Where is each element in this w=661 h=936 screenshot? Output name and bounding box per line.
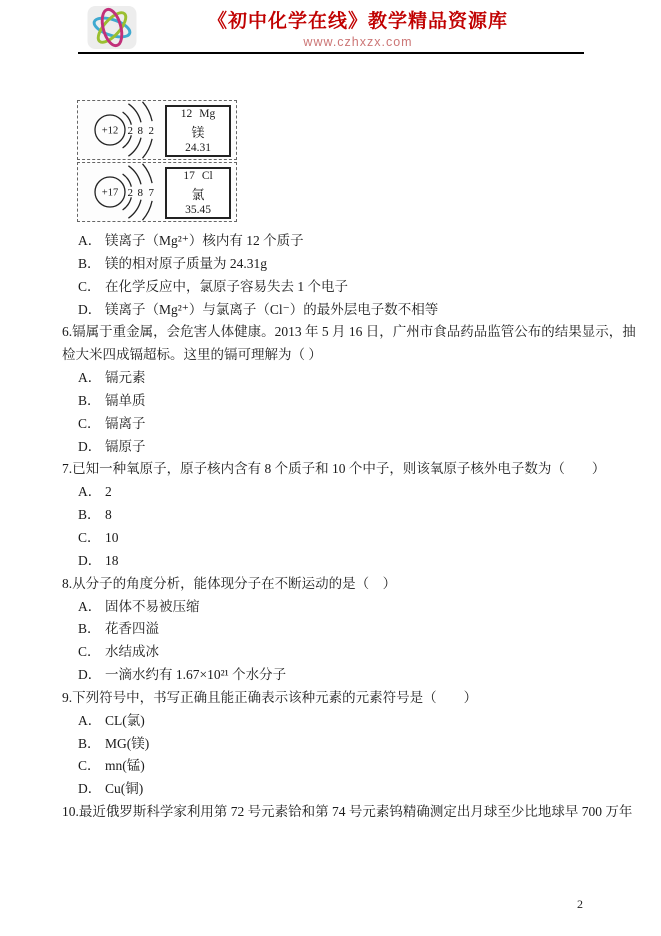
question-text-line: 检大米四成镉超标。这里的镉可理解为（ ） (62, 347, 322, 363)
option-line (0, 481, 661, 504)
question-text-line: 9.下列符号中，书写正确且能正确表示该种元素的元素符号是（ ） (62, 689, 478, 705)
option-label: C． (78, 415, 101, 431)
shell-electron-count: 2 (127, 187, 133, 199)
option-text: CL(氯) (105, 712, 145, 728)
option-text: 镉离子 (105, 415, 146, 431)
option-line (0, 641, 661, 664)
shell-arc (143, 201, 153, 220)
option-label: B． (78, 621, 101, 637)
option-line (0, 299, 661, 322)
site-url: www.czhxzx.com (303, 35, 413, 49)
option-line (0, 367, 661, 390)
option-text: 在化学反应中，氯原子容易失去 1 个电子 (105, 278, 348, 294)
header-divider (78, 52, 584, 54)
shell-electron-count: 2 (148, 125, 154, 137)
option-text: 镉元素 (105, 370, 146, 386)
option-text: 镉原子 (105, 438, 146, 454)
option-label: C． (78, 644, 101, 660)
site-header (78, 0, 584, 52)
question-text-line: 7.已知一种氧原子，原子核内含有 8 个质子和 10 个中子，则该氧原子核外电子数为（ ） (62, 461, 606, 477)
option-text: mn(锰) (105, 758, 145, 774)
shell-arc (123, 112, 132, 125)
shell-electron-count: 7 (148, 187, 154, 199)
element-symbol: Mg (199, 108, 216, 120)
option-line (0, 527, 661, 550)
atom-logo-icon (86, 5, 138, 50)
page-number: 2 (577, 897, 583, 911)
atomic-number: 12 (180, 108, 193, 120)
option-line (0, 733, 661, 756)
option-line (0, 436, 661, 459)
option-line (0, 390, 661, 413)
question-text-line: 8.从分子的角度分析，能体现分子在不断运动的是（ ） (62, 575, 397, 591)
option-label: B． (78, 392, 101, 408)
atomic-mass: 35.45 (185, 204, 211, 216)
option-label: C． (78, 278, 101, 294)
option-label: A． (78, 598, 102, 614)
question-text-line: 10.最近俄罗斯科学家利用第 72 号元素铪和第 74 号元素钨精确测定出月球至少比地球早 700 万年 (62, 804, 633, 820)
option-line (0, 504, 661, 527)
option-line (0, 550, 661, 573)
option-text: 8 (105, 507, 112, 523)
atom-shell-diagram-cl (80, 163, 172, 221)
shell-arc (143, 139, 153, 158)
option-label: B． (78, 255, 101, 271)
atomic-mass: 24.31 (185, 142, 211, 154)
atom-diagram-chlorine (77, 162, 237, 222)
element-symbol: Cl (201, 170, 213, 182)
option-text: Cu(铜) (105, 781, 144, 797)
option-line (0, 664, 661, 687)
option-text: 镁离子（Mg²⁺）与氯离子（Cl⁻）的最外层电子数不相等 (105, 301, 439, 317)
header-text-block (138, 6, 578, 49)
option-text: 固体不易被压缩 (105, 598, 200, 614)
atomic-number: 17 (183, 170, 195, 182)
shell-arc (123, 197, 132, 210)
option-text: 镉单质 (105, 392, 146, 408)
option-text: 18 (105, 552, 119, 568)
element-chinese-name: 氯 (191, 186, 205, 202)
nucleus-charge: +12 (101, 125, 119, 137)
atom-shell-diagram-mg (80, 101, 172, 159)
shell-electron-count: 8 (137, 187, 143, 199)
option-text: 镁的相对原子质量为 24.31g (105, 255, 267, 271)
shell-arc (123, 174, 132, 187)
option-text: 镁离子（Mg²⁺）核内有 12 个质子 (105, 233, 304, 248)
option-text: 一滴水约有 1.67×10²¹ 个水分子 (105, 667, 287, 683)
shell-arc (128, 138, 141, 157)
option-label: A． (78, 370, 102, 386)
shell-electron-count: 8 (137, 125, 143, 137)
shell-arc (128, 166, 141, 185)
option-label: A． (78, 484, 102, 500)
option-line (0, 710, 661, 733)
element-number-symbol (183, 170, 212, 182)
option-label: B． (78, 507, 101, 523)
shell-electron-count: 2 (127, 125, 133, 137)
question-list (0, 230, 661, 824)
element-box-chlorine (165, 167, 231, 219)
nucleus-charge: +17 (101, 187, 119, 199)
option-line (0, 253, 661, 276)
option-label: B． (78, 735, 101, 751)
option-line (0, 276, 661, 299)
shell-arc (123, 135, 132, 148)
option-line (0, 755, 661, 778)
atom-diagram-magnesium (77, 100, 237, 160)
option-text: 水结成冰 (105, 644, 159, 660)
option-text: 2 (105, 484, 112, 500)
option-label: D． (78, 438, 102, 454)
option-label: D． (78, 781, 102, 797)
option-label: D． (78, 552, 102, 568)
option-label: C． (78, 758, 101, 774)
site-title: 《初中化学在线》教学精品资源库 (207, 11, 508, 32)
element-box-magnesium (165, 105, 231, 157)
option-line (0, 413, 661, 436)
element-number-symbol (181, 108, 215, 120)
option-label: D． (78, 667, 102, 683)
option-label: A． (78, 712, 102, 728)
option-text: MG(镁) (105, 735, 150, 751)
atomic-structure-figure (77, 100, 237, 224)
option-label: A． (78, 233, 102, 248)
option-label: D． (78, 301, 102, 317)
option-text: 10 (105, 529, 119, 545)
option-line (0, 778, 661, 801)
shell-arc (143, 102, 153, 121)
option-line (0, 596, 661, 619)
option-text: 花香四溢 (105, 621, 159, 637)
option-line (0, 230, 661, 253)
question-text-line: 6.镉属于重金属，会危害人体健康。2013 年 5 月 16 日，广州市食品药品监管公布的结果显示，抽 (62, 324, 636, 340)
option-label: C． (78, 529, 101, 545)
option-line (0, 618, 661, 641)
element-chinese-name: 镁 (191, 124, 205, 140)
shell-arc (128, 104, 141, 123)
shell-arc (128, 200, 141, 219)
shell-arc (143, 164, 153, 183)
